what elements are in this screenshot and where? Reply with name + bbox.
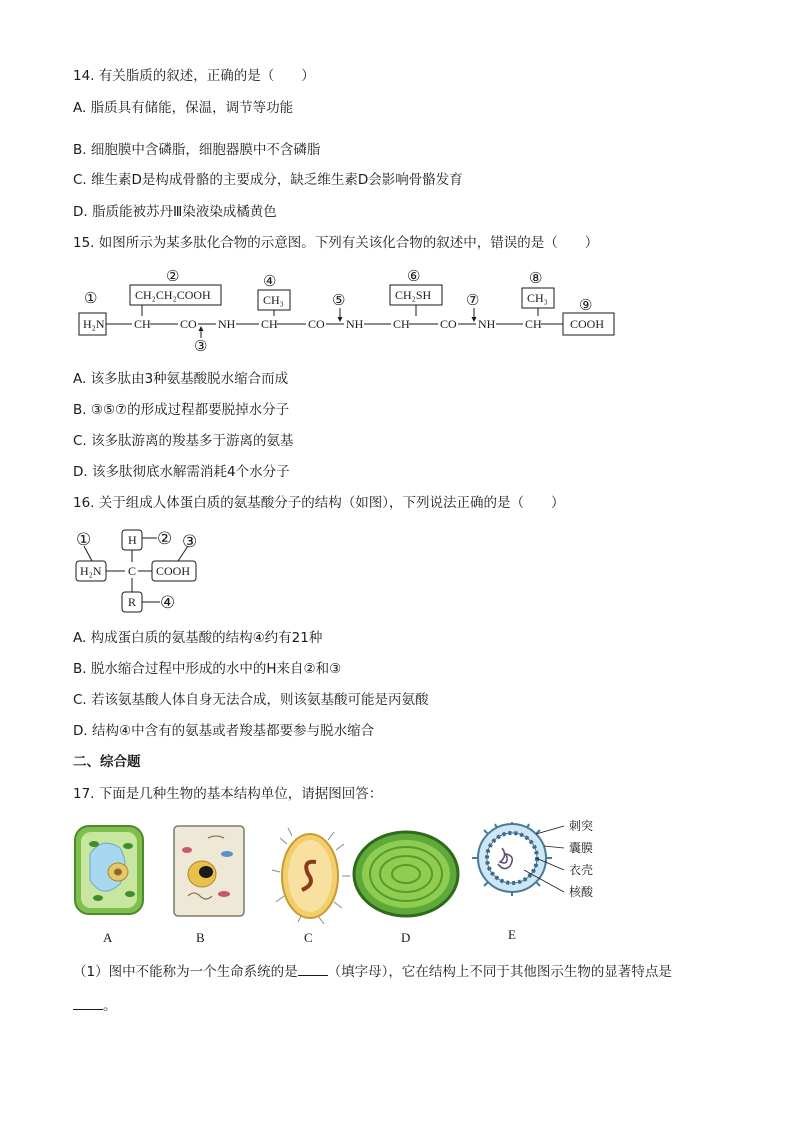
q16-option-d: D. 结构④中含有的氨基或者羧基都要参与脱水缩合 [73,723,375,739]
q16-label-4: ④ [160,593,176,612]
q16-label-1: ① [76,530,92,549]
figure-label-d: D [401,930,411,945]
q15-label-2: ② [166,269,180,285]
q17-sub1-line1 [73,962,672,981]
q17-sub1-line2 [73,996,117,1015]
figure-label-e: E [508,927,516,942]
alga-image [354,832,458,916]
q17-sub1-text-part1: （1）图中不能称为一个生命系统的是 [73,964,298,980]
q15-label-4: ④ [263,274,277,290]
q15-co-1: CO [180,317,197,331]
q15-nh-2: NH [346,317,364,331]
q16-cooh: COOH [156,564,191,578]
q16-h2n: H₂N [80,564,102,578]
q15-co-2: CO [308,317,325,331]
section-title: 二、综合题 [73,754,141,770]
q17-answer-blank-1[interactable] [298,962,328,976]
virus-label-envelope: 囊膜 [569,841,594,855]
q17-sub1-text-part2: （填字母），它在结构上不同于其他图示生物的显著特点是 [327,964,672,980]
q17-stem: 17. 下面是几种生物的基本结构单位，请据图回答： [73,786,383,802]
q15-r3: CH₂SH [395,288,432,302]
q16-stem: 16. 关于组成人体蛋白质的氨基酸分子的结构（如图），下列说法正确的是（ ） [73,495,565,511]
figure-label-c: C [304,930,313,945]
q15-stem: 15. 如图所示为某多肽化合物的示意图。下列有关该化合物的叙述中，错误的是（ ） [73,235,599,251]
plant-cell-image [75,826,143,914]
q16-option-b: B. 脱水缩合过程中形成的水中的H来自②和③ [73,661,342,677]
q15-ch-4: CH [525,317,542,331]
q15-ch-1: CH [134,317,151,331]
virus-label-spike: 刺突 [569,819,594,833]
q14-stem: 14. 有关脂质的叙述，正确的是（ ） [73,68,315,84]
virus-label-capsid: 衣壳 [569,863,594,877]
q15-r4: CH₃ [527,291,548,305]
q16-h: H [128,533,137,547]
q15-cooh: COOH [570,317,605,331]
q15-r2: CH₃ [263,293,284,307]
animal-cell-image [174,826,244,916]
q15-h2n: H₂N [83,317,105,331]
q14-option-b: B. 细胞膜中含磷脂，细胞器膜中不含磷脂 [73,142,321,158]
q15-ch-3: CH [393,317,410,331]
q15-nh-3: NH [478,317,496,331]
q17-sub1-end: 。 [103,998,117,1014]
q15-option-d: D. 该多肽彻底水解需消耗4个水分子 [73,464,290,480]
q14-option-d: D. 脂质能被苏丹Ⅲ染液染成橘黄色 [73,204,277,220]
q17-organisms-figure [72,814,612,949]
q16-r: R [128,595,137,609]
q14-option-c: C. 维生素D是构成骨骼的主要成分，缺乏维生素D会影响骨骼发育 [73,172,463,188]
q15-polypeptide-diagram [70,262,630,358]
q15-r1: CH₂CH₂COOH [135,288,211,302]
q15-option-a: A. 该多肽由3种氨基酸脱水缩合而成 [73,371,289,387]
q16-option-a: A. 构成蛋白质的氨基酸的结构④约有21种 [73,630,323,646]
q16-option-c: C. 若该氨基酸人体自身无法合成，则该氨基酸可能是丙氨酸 [73,692,429,708]
q15-label-8: ⑧ [529,271,543,287]
q15-option-c: C. 该多肽游离的羧基多于游离的氨基 [73,433,294,449]
q15-label-3: ③ [194,339,208,355]
q15-label-1: ① [84,291,98,307]
q15-label-9: ⑨ [579,298,593,314]
q15-ch-2: CH [261,317,278,331]
virus-label-nucleic-acid: 核酸 [569,885,594,899]
virus-image [472,822,564,896]
figure-label-b: B [196,930,205,945]
q15-nh-1: NH [218,317,236,331]
q17-answer-blank-2[interactable] [73,996,103,1010]
q15-label-7: ⑦ [466,293,480,309]
q15-label-5: ⑤ [332,293,346,309]
q14-option-a: A. 脂质具有储能，保温，调节等功能 [73,100,294,116]
q16-amino-acid-diagram [70,522,220,617]
q16-label-3: ③ [182,532,198,551]
figure-label-a: A [103,930,113,945]
bacterium-image [272,828,350,924]
q15-label-6: ⑥ [407,269,421,285]
q16-c: C [128,564,137,578]
q15-co-3: CO [440,317,457,331]
q16-label-2: ② [157,529,173,548]
q15-option-b: B. ③⑤⑦的形成过程都要脱掉水分子 [73,402,290,418]
